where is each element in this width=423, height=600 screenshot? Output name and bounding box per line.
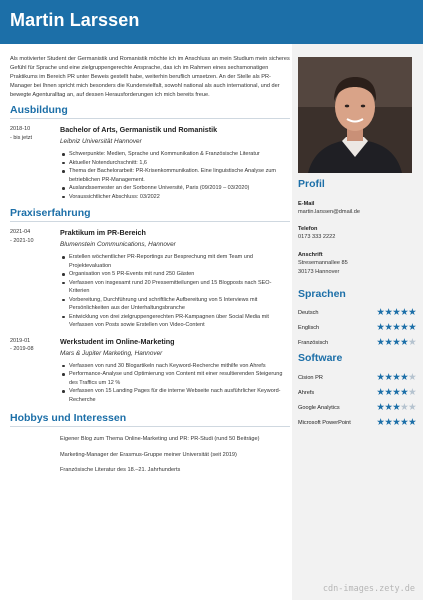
star-empty-icon: ★ bbox=[408, 387, 416, 398]
bullet-item: Verfassen von insgesamt rund 20 Pressemitteilungen und 15 Blogposts nach SEO-Kriterien bbox=[60, 279, 290, 296]
star-filled-icon: ★ bbox=[376, 372, 385, 383]
star-filled-icon: ★ bbox=[384, 372, 393, 383]
star-filled-icon: ★ bbox=[384, 417, 393, 428]
software-heading: Software bbox=[298, 352, 343, 364]
address-line1: Stresemannallee 85 bbox=[298, 260, 348, 266]
entry-title: Bachelor of Arts, Germanistik und Romanistik bbox=[60, 125, 218, 134]
entry-org: Mars & Jupiter Marketing, Hannover bbox=[60, 349, 163, 357]
star-filled-icon: ★ bbox=[384, 387, 393, 398]
star-filled-icon: ★ bbox=[400, 307, 409, 318]
header-bar bbox=[0, 0, 423, 44]
rating-stars bbox=[376, 323, 416, 333]
date-from: 2018-10 bbox=[10, 126, 31, 132]
star-filled-icon: ★ bbox=[376, 337, 385, 348]
star-empty-icon: ★ bbox=[400, 402, 409, 413]
rating-stars bbox=[376, 403, 416, 413]
software-name: Ahrefs bbox=[298, 390, 315, 396]
entry-content bbox=[60, 228, 290, 330]
bullet-item: Thema der Bachelorarbeit: PR-Krisenkommunikation. Eine linguistische Analyse zum betrieblichen PR-Management. bbox=[60, 167, 290, 184]
entry-date bbox=[10, 337, 50, 354]
star-filled-icon: ★ bbox=[400, 337, 409, 348]
language-name: Deutsch bbox=[298, 310, 319, 316]
bullet-item: Aktueller Notendurchschnitt: 1,6 bbox=[60, 159, 290, 168]
portrait-image bbox=[298, 57, 412, 173]
address-line2: 30173 Hannover bbox=[298, 269, 340, 275]
star-filled-icon: ★ bbox=[392, 307, 401, 318]
star-filled-icon: ★ bbox=[376, 322, 385, 333]
hobbies-heading: Hobbys und Interessen bbox=[10, 412, 290, 427]
experience-heading: Praxiserfahrung bbox=[10, 207, 290, 222]
star-empty-icon: ★ bbox=[408, 372, 416, 383]
entry-bullets bbox=[60, 362, 290, 405]
star-empty-icon: ★ bbox=[408, 402, 416, 413]
language-name: Französisch bbox=[298, 340, 329, 346]
entry-title: Werkstudent im Online-Marketing bbox=[60, 336, 175, 346]
language-name: Englisch bbox=[298, 325, 320, 331]
software-row bbox=[298, 419, 416, 429]
bullet-item: Performance-Analyse und Optimierung von Content mit einer resultierenden Steigerung des Traffics um 12 % bbox=[60, 370, 290, 387]
language-row bbox=[298, 339, 416, 349]
entry-date bbox=[10, 125, 50, 142]
star-filled-icon: ★ bbox=[392, 372, 401, 383]
star-filled-icon: ★ bbox=[384, 337, 393, 348]
bullet-item: Voraussichtlicher Abschluss: 03/2022 bbox=[60, 193, 290, 202]
bullet-item: Schwerpunkte: Medien, Sprache und Kommunikation & Französische Literatur bbox=[60, 150, 290, 159]
rating-stars bbox=[376, 388, 416, 398]
entry-bullets bbox=[60, 253, 290, 330]
phone-value: 0173 333 2222 bbox=[298, 234, 336, 240]
entry-content bbox=[60, 337, 290, 405]
email-value[interactable]: martin.larssen@dmail.de bbox=[298, 209, 360, 215]
star-empty-icon: ★ bbox=[408, 337, 416, 348]
star-filled-icon: ★ bbox=[376, 387, 385, 398]
bullet-item: Verfassen von rund 30 Blogartikeln nach Keyword-Recherche mithilfe von Ahrefs bbox=[60, 362, 290, 371]
entry-bullets bbox=[60, 150, 290, 201]
star-filled-icon: ★ bbox=[392, 402, 401, 413]
hobby-item: Eigener Blog zum Thema Online-Marketing und PR: PR-Studi (rund 50 Beiträge) bbox=[60, 436, 260, 442]
star-filled-icon: ★ bbox=[384, 402, 393, 413]
rating-stars bbox=[376, 373, 416, 383]
date-from: 2021-04 bbox=[10, 229, 31, 235]
entry-org: Blumenstein Communications, Hannover bbox=[60, 241, 176, 248]
entry-date bbox=[10, 228, 50, 245]
profile-photo bbox=[298, 57, 412, 173]
software-row bbox=[298, 389, 416, 399]
software-name: Microsoft PowerPoint bbox=[298, 420, 351, 426]
experience-entry bbox=[10, 228, 290, 330]
software-row bbox=[298, 374, 416, 384]
hobbies-section bbox=[10, 412, 290, 475]
email-label: E-Mail bbox=[298, 201, 315, 207]
language-row bbox=[298, 324, 416, 334]
star-filled-icon: ★ bbox=[376, 402, 385, 413]
education-heading: Ausbildung bbox=[10, 104, 290, 119]
star-filled-icon: ★ bbox=[400, 417, 409, 428]
star-filled-icon: ★ bbox=[400, 387, 409, 398]
experience-section bbox=[10, 207, 290, 404]
main-column bbox=[10, 55, 290, 482]
experience-entry bbox=[10, 337, 290, 405]
star-filled-icon: ★ bbox=[408, 417, 416, 428]
bullet-item: Verfassen von 15 Landing Pages für die interne Webseite nach ausführlicher Keyword-Recherche bbox=[60, 387, 290, 404]
star-filled-icon: ★ bbox=[408, 307, 416, 318]
software-name: Cision PR bbox=[298, 375, 323, 381]
bullet-item: Entwicklung von drei zielgruppengerechten PR-Kampagnen über Social Media mit Verfassen von Posts sowie Erstellen von Video-Content bbox=[60, 313, 290, 330]
entry-content bbox=[60, 125, 290, 201]
star-filled-icon: ★ bbox=[392, 322, 401, 333]
star-filled-icon: ★ bbox=[400, 322, 409, 333]
rating-stars bbox=[376, 308, 416, 318]
hobby-item: Marketing-Manager der Erasmus-Gruppe meiner Universität (seit 2019) bbox=[60, 451, 237, 458]
entry-title: Praktikum im PR-Bereich bbox=[60, 228, 146, 237]
watermark-text: cdn-images.zety.de bbox=[322, 584, 415, 594]
candidate-name: Martin Larssen bbox=[10, 10, 140, 30]
date-to: - 2021-10 bbox=[10, 237, 34, 244]
software-name: Google Analytics bbox=[298, 405, 340, 411]
bullet-item: Vorbereitung, Durchführung und schriftliche Aufbereitung von 5 Interviews mit Persönlichkeiten aus der Unterhaltungsbranche bbox=[60, 296, 290, 313]
date-to: - bis jetzt bbox=[10, 134, 33, 141]
hobby-item: Französische Literatur des 18.–21. Jahrhunderts bbox=[60, 467, 181, 473]
languages-heading: Sprachen bbox=[298, 288, 346, 300]
date-from: 2019-01 bbox=[10, 337, 31, 344]
entry-org: Leibniz Universität Hannover bbox=[60, 138, 142, 145]
star-filled-icon: ★ bbox=[408, 322, 416, 333]
rating-stars bbox=[376, 418, 416, 428]
language-row bbox=[298, 309, 416, 319]
star-filled-icon: ★ bbox=[376, 417, 385, 428]
education-entry bbox=[10, 125, 290, 201]
star-filled-icon: ★ bbox=[392, 417, 401, 428]
education-section bbox=[10, 104, 290, 201]
phone-label: Telefon bbox=[298, 226, 318, 232]
bullet-item: Erstellen wöchentlicher PR-Reportings zur Besprechung mit dem Team und Projektevaluation bbox=[60, 253, 290, 270]
intro-paragraph: Als motivierter Student der Germanistik und Romanistik möchte ich im Anschluss an mein Studium mein sicheres Gefühl für Sprache und eine zielgruppengerechte Ansprache, das ich im Rahmen eines sechsmonatigen Praktikums im Bereich PR unter Beweis gestellt habe, weiterhin beruflich umsetzen. An der Stelle als PR-Manager bei Ihnen spricht mich besonders die Kundenvielfalt, sowohl national als auch international, und der bewegte Agenturalltag an, auf dessen Herausforderungen ich mich bereits freue. bbox=[10, 56, 290, 98]
address-label: Anschrift bbox=[298, 252, 323, 258]
star-filled-icon: ★ bbox=[376, 307, 385, 318]
date-to: - 2019-08 bbox=[10, 346, 34, 352]
bullet-item: Organisation von 5 PR-Events mit rund 250 Gästen bbox=[60, 270, 290, 279]
star-filled-icon: ★ bbox=[392, 337, 401, 348]
rating-stars bbox=[376, 338, 416, 348]
star-filled-icon: ★ bbox=[384, 307, 393, 318]
software-row bbox=[298, 404, 416, 414]
profile-heading: Profil bbox=[298, 178, 325, 190]
bullet-item: Auslandssemester an der Sorbonne Université, Paris (09/2019 – 03/2020) bbox=[60, 184, 290, 193]
star-filled-icon: ★ bbox=[392, 387, 401, 398]
star-filled-icon: ★ bbox=[400, 372, 409, 383]
star-filled-icon: ★ bbox=[384, 322, 393, 333]
sidebar bbox=[292, 44, 423, 600]
